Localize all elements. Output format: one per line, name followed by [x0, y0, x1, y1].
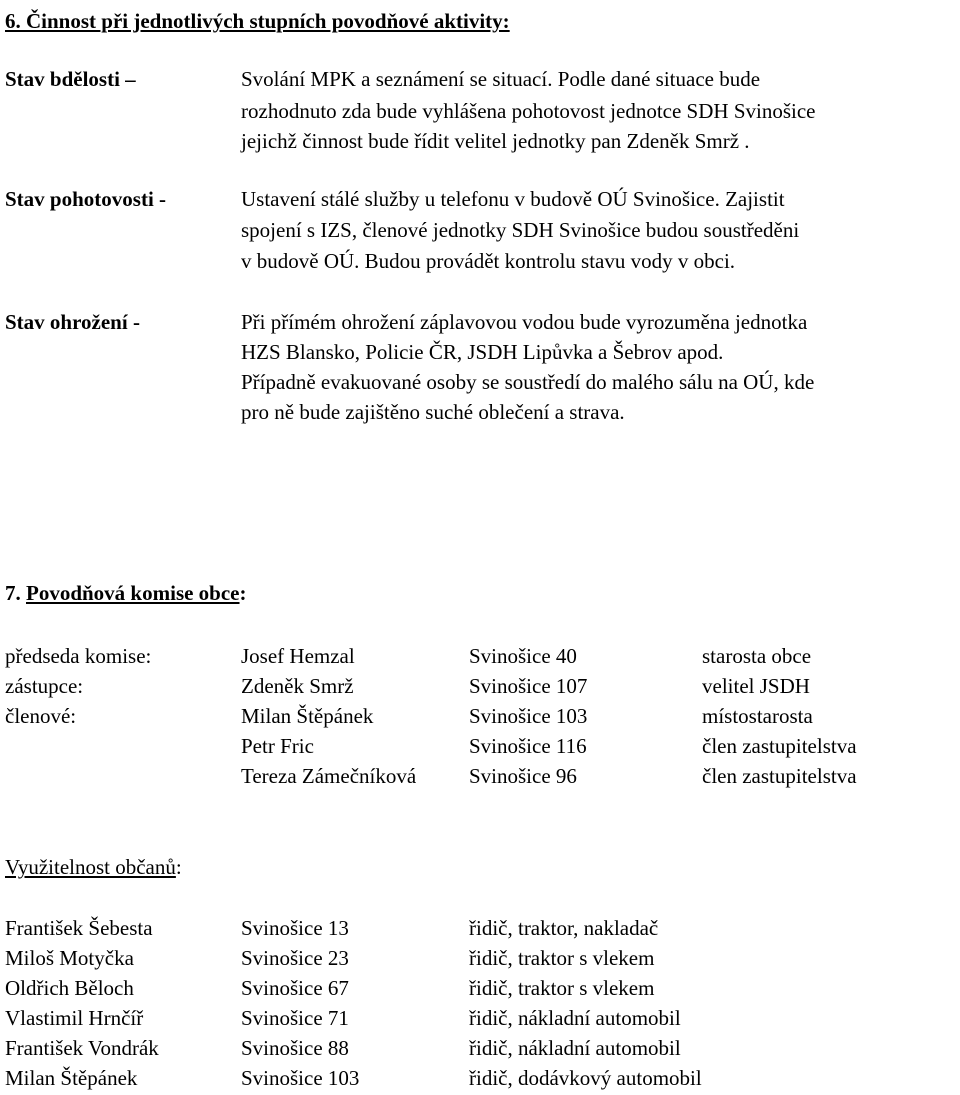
citizen-name: Vlastimil Hrnčíř: [5, 1006, 144, 1030]
commission-address: Svinošice 107: [469, 674, 588, 698]
citizen-role: řidič, traktor, nakladač: [469, 916, 659, 940]
state-text-line: Ustavení stálé služby u telefonu v budově OÚ Svinošice. Zajistit: [241, 187, 785, 211]
citizen-role: řidič, traktor s vlekem: [469, 976, 655, 1000]
section-6-heading: 6. Činnost při jednotlivých stupních povodňové aktivity:: [5, 9, 510, 33]
state-text-line: spojení s IZS, členové jednotky SDH Svinošice budou soustředěni: [241, 218, 800, 242]
citizens-colon: :: [175, 855, 182, 879]
state-text-line: rozhodnuto zda bude vyhlášena pohotovost jednotce SDH Svinošice: [241, 99, 816, 123]
citizen-role: řidič, nákladní automobil: [469, 1006, 681, 1030]
citizen-name: Miloš Motyčka: [5, 946, 134, 970]
state-text-line: jejichž činnost bude řídit velitel jednotky pan Zdeněk Smrž .: [241, 129, 750, 153]
commission-role: členové:: [5, 704, 77, 728]
commission-address: Svinošice 103: [469, 704, 588, 728]
state-label-readiness: Stav pohotovosti -: [5, 187, 167, 211]
state-text-line: v budově OÚ. Budou provádět kontrolu stavu vody v obci.: [241, 249, 736, 273]
state-label-danger: Stav ohrožení -: [5, 310, 140, 334]
citizen-role: řidič, traktor s vlekem: [469, 946, 655, 970]
citizens-heading: [5, 852, 182, 882]
citizen-name: František Šebesta: [5, 916, 153, 940]
commission-name: Petr Fric: [241, 734, 314, 758]
commission-name: Tereza Zámečníková: [241, 764, 417, 788]
state-text-line: pro ně bude zajištěno suché oblečení a strava.: [241, 400, 625, 424]
citizen-address: Svinošice 13: [241, 916, 349, 940]
commission-name: Josef Hemzal: [241, 644, 355, 668]
citizen-address: Svinošice 88: [241, 1036, 349, 1060]
state-text-line: Při přímém ohrožení záplavovou vodou bude vyrozuměna jednotka: [241, 310, 808, 334]
section-7-title: Povodňová komise obce: [26, 581, 240, 605]
commission-name: Milan Štěpánek: [241, 704, 374, 728]
commission-address: Svinošice 116: [469, 734, 587, 758]
commission-address: Svinošice 40: [469, 644, 577, 668]
state-label-alert: Stav bdělosti –: [5, 67, 136, 91]
section-7-heading: [5, 578, 247, 608]
citizens-title: Využitelnost občanů: [5, 855, 176, 879]
section-7-colon: :: [239, 581, 247, 605]
commission-role: předseda komise:: [5, 644, 152, 668]
state-text-line: Svolání MPK a seznámení se situací. Podle dané situace bude: [241, 67, 761, 91]
citizen-address: Svinošice 67: [241, 976, 349, 1000]
citizen-address: Svinošice 23: [241, 946, 349, 970]
commission-function: starosta obce: [702, 644, 812, 668]
state-text-line: Případně evakuované osoby se soustředí do malého sálu na OÚ, kde: [241, 370, 815, 394]
commission-function: člen zastupitelstva: [702, 734, 857, 758]
citizen-name: Oldřich Běloch: [5, 976, 134, 1000]
citizen-role: řidič, nákladní automobil: [469, 1036, 681, 1060]
citizen-address: Svinošice 103: [241, 1066, 360, 1090]
citizen-name: Milan Štěpánek: [5, 1066, 138, 1090]
citizen-name: František Vondrák: [5, 1036, 159, 1060]
commission-role: zástupce:: [5, 674, 84, 698]
citizen-role: řidič, dodávkový automobil: [469, 1066, 702, 1090]
citizen-address: Svinošice 71: [241, 1006, 349, 1030]
commission-address: Svinošice 96: [469, 764, 577, 788]
state-text-line: HZS Blansko, Policie ČR, JSDH Lipůvka a Šebrov apod.: [241, 340, 724, 364]
commission-function: místostarosta: [702, 704, 813, 728]
section-7-number: 7.: [5, 581, 21, 605]
commission-function: člen zastupitelstva: [702, 764, 857, 788]
commission-name: Zdeněk Smrž: [241, 674, 354, 698]
commission-function: velitel JSDH: [702, 674, 810, 698]
